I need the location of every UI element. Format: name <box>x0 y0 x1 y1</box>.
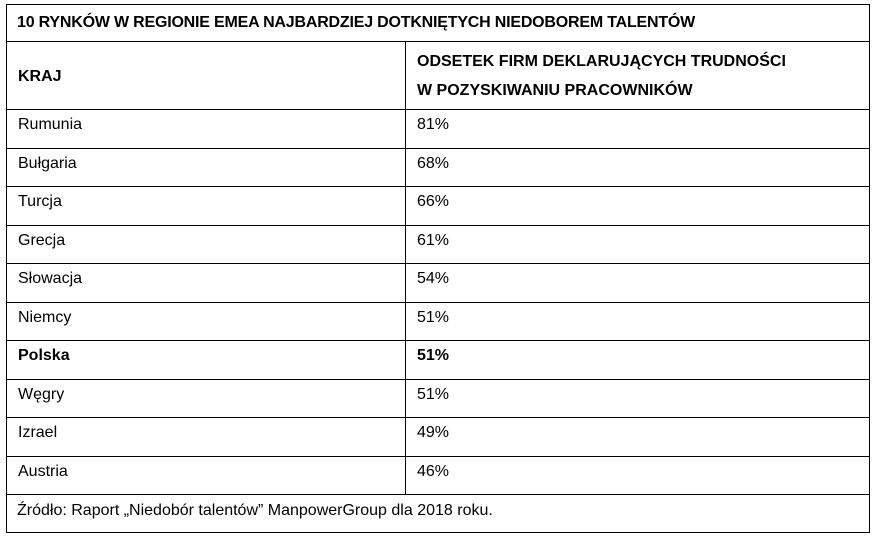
table-row <box>7 264 870 303</box>
header-country: KRAJ <box>7 42 406 110</box>
country-cell: Turcja <box>7 187 406 226</box>
country-cell: Bułgaria <box>7 148 406 187</box>
value-cell: 81% <box>406 110 870 149</box>
table-row <box>7 418 870 457</box>
country-cell: Polska <box>7 341 406 380</box>
value-cell: 51% <box>406 302 870 341</box>
table-title: 10 RYNKÓW W REGIONIE EMEA NAJBARDZIEJ DOTKNIĘTYCH NIEDOBOREM TALENTÓW <box>7 5 870 42</box>
title-row <box>7 5 870 42</box>
country-cell: Węgry <box>7 379 406 418</box>
value-cell: 49% <box>406 418 870 457</box>
country-cell: Słowacja <box>7 264 406 303</box>
table-row <box>7 148 870 187</box>
table-body <box>7 5 870 533</box>
header-row <box>7 42 870 110</box>
table-row <box>7 456 870 495</box>
value-cell: 46% <box>406 456 870 495</box>
value-cell: 51% <box>406 341 870 380</box>
header-share-line1: ODSETEK FIRM DEKLARUJĄCYCH TRUDNOŚCI <box>417 52 786 70</box>
country-cell: Grecja <box>7 225 406 264</box>
value-cell: 68% <box>406 148 870 187</box>
source-row <box>7 495 870 533</box>
table-row <box>7 187 870 226</box>
talent-shortage-table <box>6 4 870 533</box>
header-share <box>406 42 870 110</box>
table-row-highlighted <box>7 341 870 380</box>
table-row <box>7 379 870 418</box>
table-row <box>7 110 870 149</box>
country-cell: Izrael <box>7 418 406 457</box>
table-row <box>7 302 870 341</box>
table-row <box>7 225 870 264</box>
country-cell: Niemcy <box>7 302 406 341</box>
value-cell: 66% <box>406 187 870 226</box>
value-cell: 54% <box>406 264 870 303</box>
value-cell: 61% <box>406 225 870 264</box>
value-cell: 51% <box>406 379 870 418</box>
header-share-line2: W POZYSKIWANIU PRACOWNIKÓW <box>417 81 693 99</box>
source-note: Źródło: Raport „Niedobór talentów” ManpowerGroup dla 2018 roku. <box>7 495 870 533</box>
country-cell: Austria <box>7 456 406 495</box>
country-cell: Rumunia <box>7 110 406 149</box>
